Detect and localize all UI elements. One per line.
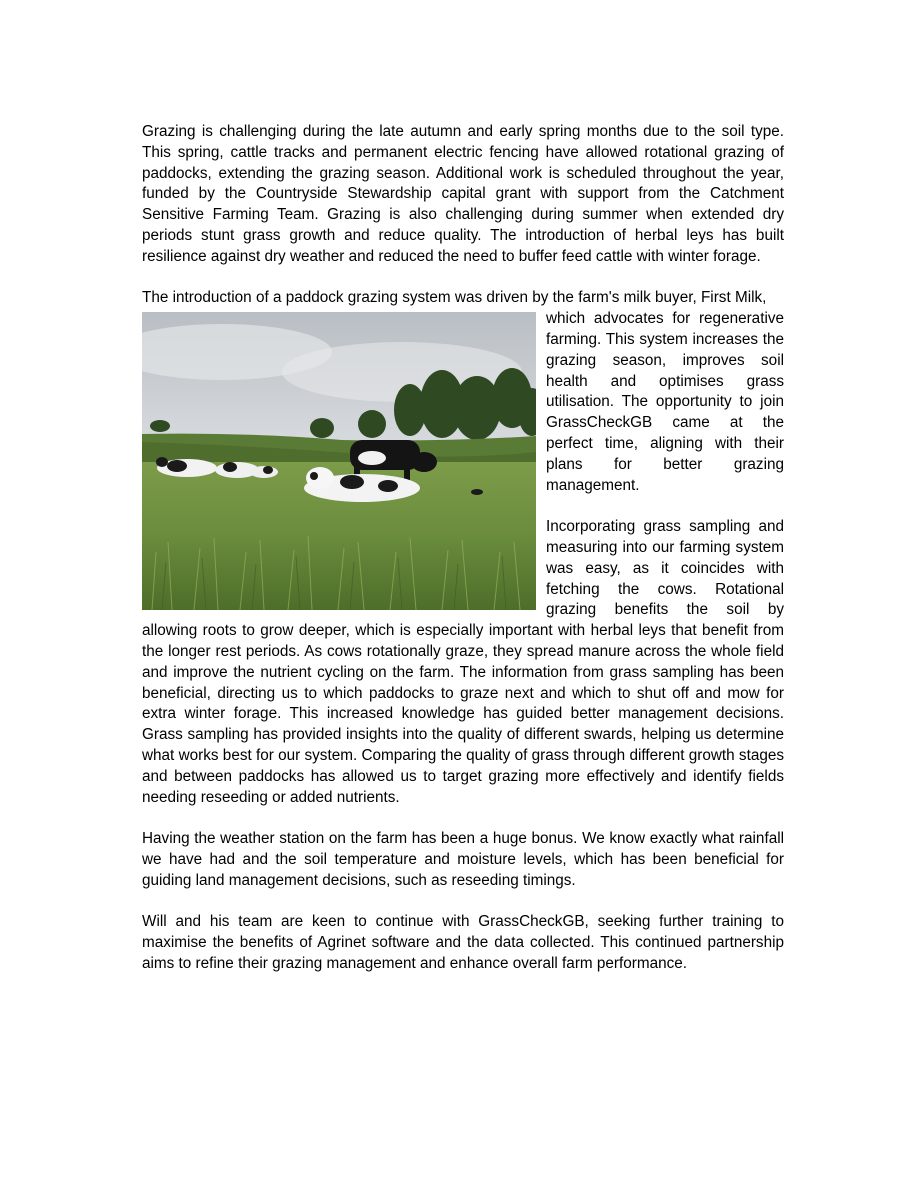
paragraph-weather-station: Having the weather station on the farm has been a huge bonus. We know exactly what rainfall we have had and the soil temperature and moisture levels, which has been beneficial for guiding land management decisions, such as reseeding timings. bbox=[142, 830, 784, 889]
cows-in-paddock-photo bbox=[142, 312, 536, 610]
paragraph-grazing-challenges: Grazing is challenging during the late autumn and early spring months due to the soil type. This spring, cattle tracks and permanent electric fencing have allowed rotational grazing of paddocks, extending the grazing season. Additional work is scheduled throughout the year, funded by the Countryside Stewardship capital grant with support from the Catchment Sensitive Farming Team. Grazing is also challenging during summer when extended dry periods stunt grass growth and reduce quality. The introduction of herbal leys has built resilience against dry weather and reduced the need to buffer feed cattle with winter forage. bbox=[142, 123, 784, 265]
paragraph-grass-sampling: Incorporating grass sampling and measuring into our farming system was easy, as it coincides with fetching the cows. Rotational grazing benefits the soil by allowing roots to grow deeper, which is especially important with herbal leys that benefit from the longer rest periods. As cows rotationally graze, they spread manure across the whole field and improve the nutrient cycling on the farm. The information from grass sampling has been beneficial, directing us to which paddocks to graze next and which to shut off and mow for extra winter forage. This increased knowledge has guided better management decisions. Grass sampling has provided insights into the quality of different swards, helping us determine what works best for our system. Comparing the quality of grass through different growth stages and between paddocks has allowed us to target grazing more effectively and identify fields needing reseeding or added nutrients. bbox=[142, 518, 784, 806]
document-page bbox=[142, 122, 784, 995]
paragraph-future-plans: Will and his team are keen to continue with GrassCheckGB, seeking further training to maximise the benefits of Agrinet software and the data collected. This continued partnership aims to refine their grazing management and enhance overall farm performance. bbox=[142, 913, 784, 972]
paragraph-paddock-system-lead: The introduction of a paddock grazing system was driven by the farm's milk buyer, First Milk, bbox=[142, 289, 767, 307]
paragraph-paddock-system: which advocates for regenerative farming. This system increases the grazing season, improves soil health and optimises grass utilisation. The opportunity to join GrassCheckGB came at the perfect time, aligning with their plans for better grazing management. bbox=[546, 310, 784, 494]
